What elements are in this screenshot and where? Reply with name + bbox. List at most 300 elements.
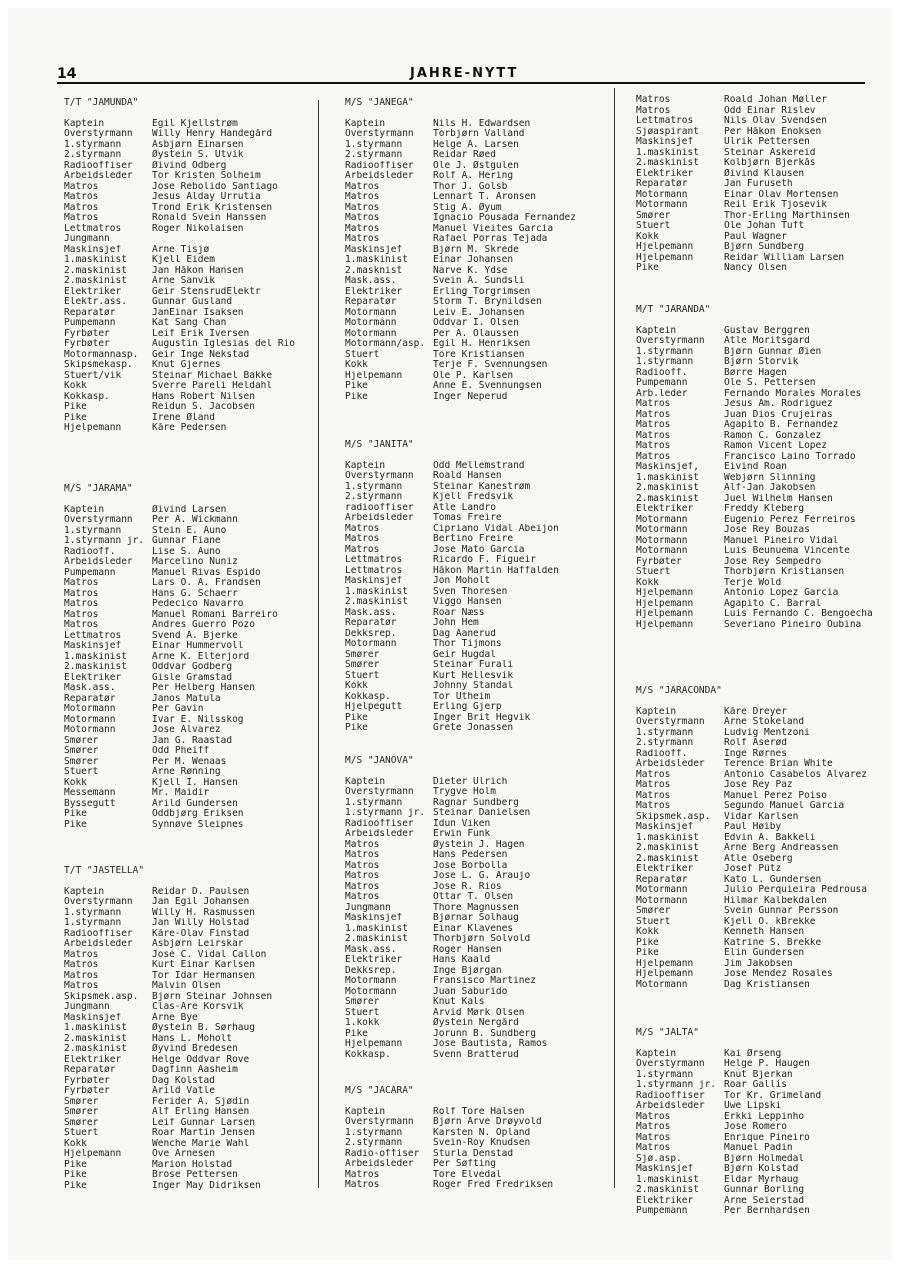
crew-role: Overstyrmann [636,336,705,346]
crew-row [345,639,605,650]
crew-row [636,948,884,959]
crew-role: Hjelpemann [636,588,694,598]
crew-row [64,526,304,537]
crew-name: Øystein J. Hagen [433,839,525,850]
crew-name: Hans G. Schaerr [152,588,238,599]
crew-role: Elektriker [636,864,694,874]
crew-name: Jose Borbolla [433,860,508,871]
header-rule [57,82,865,84]
crew-name: Antonio Lopez Garcia [724,588,839,598]
crew-name: Thor J. Golsb [433,181,508,192]
crew-role: Stuert [64,1128,99,1138]
crew-name: Arne Stokeland [724,717,805,727]
crew-row [64,1044,304,1055]
crew-name: Egil Kjellstrøm [152,118,238,129]
crew-row [636,749,884,760]
crew-role: Matros [345,523,380,534]
crew-name: Trond Erik Kristensen [152,202,273,213]
crew-row [636,1196,884,1207]
crew-role: Skipsmek.asp. [64,991,139,1002]
crew-name: Marion Holstad [152,1159,233,1170]
crew-row [636,1122,884,1133]
crew-role: Jungmann [345,902,391,913]
crew-role: Pumpemann [636,378,688,388]
crew-name: Steinar Furali [433,660,514,670]
ship-name: T/T "JASTELLA" [64,865,145,876]
crew-name: Agapito C. Barral [724,598,822,609]
crew-role: Motormann [636,535,688,546]
crew-name: Kato L. Gundersen [724,874,822,885]
ship-crew-list [636,305,884,630]
crew-role: Overstyrmann [636,1059,705,1069]
crew-row [636,822,884,833]
crew-row [345,339,605,350]
crew-role: Maskinsjef [636,822,694,832]
crew-name: Jan G. Raastad [152,735,233,746]
crew-name: Narve K. Ydse [433,265,508,276]
crew-role: Motormann [345,986,397,997]
crew-name: Jose R. Rios [433,881,502,892]
crew-row [345,1039,605,1050]
crew-row [345,681,605,692]
crew-name: Jose Rey Sempedro [724,556,822,567]
crew-name: Segundo Manuel Garcia [724,801,845,811]
crew-role: Kaptein [345,460,386,471]
crew-name: Oddbjørg Eriksen [152,809,244,819]
crew-row [636,812,884,823]
ship-name: T/T "JAMUNDA" [64,97,139,108]
crew-name: Manuel Rivas Espido [152,567,261,578]
crew-row [64,547,304,558]
crew-row [345,245,605,256]
crew-row [636,1185,884,1196]
crew-role: Arbeidsleder [345,829,414,839]
crew-name: Kjell I. Hansen [152,777,238,788]
crew-row [636,232,884,243]
crew-role: Maskinsjef [345,576,403,586]
crew-row [345,1180,605,1191]
ship-crew-list [636,1028,884,1217]
crew-name: JanEinar Isaksen [152,307,244,318]
crew-name: Willy H. Rasmussen [152,907,255,918]
crew-row [64,767,304,778]
crew-row [345,224,605,235]
crew-row [345,213,605,224]
ship-crew-list [345,440,605,734]
crew-row [636,959,884,970]
crew-role: 2.styrmann [345,150,403,160]
crew-row [345,545,605,556]
crew-row [636,557,884,568]
crew-role: Skipsmekasp. [64,360,133,370]
crew-role: Skipsmek.asp. [636,811,711,822]
crew-role: Maskinsjef [64,1012,122,1023]
crew-name: Ulrik Pettersen [724,137,810,147]
crew-role: 2.styrmann [64,150,122,160]
crew-role: Mask.ass. [345,276,397,286]
crew-row [345,1138,605,1149]
crew-name: Reidar D. Paulsen [152,886,250,897]
crew-row [636,875,884,886]
crew-role: Byssegutt [64,798,116,809]
crew-name: Gunnar Fiane [152,536,221,546]
crew-name: Jose Rebolido Santiago [152,181,278,192]
crew-row [345,798,605,809]
crew-name: Roger Nikolaisen [152,223,244,234]
crew-row [345,861,605,872]
crew-role: Stuert [345,1007,380,1018]
crew-name: Terje F. Svennungsen [433,360,548,370]
crew-role: 1.maskinist [636,472,699,483]
crew-role: Smører [345,660,380,670]
crew-name: Kat Sang Chan [152,318,227,328]
crew-role: Radiooff. [636,748,688,759]
crew-row [64,255,304,266]
crew-row [636,431,884,442]
crew-name: Irene Øland [152,412,215,423]
crew-row [64,694,304,705]
crew-name: Cipriano Vidal Abeijon [433,523,559,534]
crew-name: Bjørn Sundberg [724,242,805,252]
crew-name: Ignacio Pousada Fernandez [433,213,576,223]
crew-row [636,494,884,505]
crew-name: Tore Kristiansen [433,349,525,360]
crew-row [345,329,605,340]
crew-role: Matros [636,105,671,116]
crew-name: Øivind Odberg [152,160,227,171]
crew-name: Roger Fred Fredriksen [433,1180,554,1190]
crew-role: 1.maskinist [345,255,408,265]
crew-row [636,410,884,421]
crew-name: Juan Saburido [433,986,508,997]
crew-name: Dag Kristiansen [724,979,810,990]
crew-row [636,127,884,138]
crew-row [64,631,304,642]
crew-role: Kokk [636,231,659,242]
crew-role: Mask.ass. [345,607,397,618]
ship-name: M/S "JANOVA" [345,755,414,766]
crew-role: Kokkasp. [345,691,391,702]
crew-name: Storm T. Brynildsen [433,297,542,307]
crew-row [64,192,304,203]
crew-row [64,339,304,350]
crew-role: Elektriker [636,504,694,514]
crew-row [64,371,304,382]
crew-role: Overstyrmann [345,1117,414,1127]
crew-row [345,1008,605,1019]
crew-row [636,263,884,274]
crew-role: Smører [64,1117,99,1128]
column-divider [614,88,615,1188]
crew-row [345,723,605,734]
crew-role: Radiooff. [64,546,116,557]
ship-crew-list [64,866,304,1191]
crew-name: Freddy Kleberg [724,504,805,514]
crew-role: Matros [636,769,671,780]
crew-role: Motormann [636,546,688,556]
crew-name: Geir Inge Nekstad [152,349,250,360]
crew-role: Hjelpemann [636,958,694,969]
crew-row [64,939,304,950]
crew-role: 1.maskinist [636,1174,699,1185]
ship-name: M/S "JANITA" [345,439,414,450]
crew-role: Messemann [64,788,116,798]
crew-row [636,368,884,379]
crew-name: Anne E. Svennungsen [433,381,542,391]
crew-name: Clas-Are Korsvik [152,1002,244,1012]
crew-name: Gustav Berggren [724,325,810,336]
crew-role: 2.maskinist [636,483,699,493]
crew-name: Odd Pheiff [152,746,210,756]
crew-name: Sverre Pareli Heldahl [152,381,273,391]
crew-role: Motormann [64,725,116,735]
crew-role: Pike [64,402,87,412]
ship-crew-list [345,756,605,1060]
crew-name: Kurt Hellesvik [433,670,514,681]
crew-role: 2.styrmann [345,492,403,502]
crew-row [345,1170,605,1181]
crew-name: Steinar Michael Bakke [152,370,273,381]
crew-name: Kåre Dreyer [724,706,787,717]
crew-role: Elektriker [64,672,122,683]
crew-name: Inge Rørnes [724,748,787,759]
crew-name: Augustin Iglesias del Rio [152,339,295,349]
crew-row [636,389,884,400]
crew-role: Motormann [636,200,688,210]
crew-name: Per Gavin [152,704,204,714]
crew-role: Kaptein [345,1106,386,1117]
crew-role: Hjelpemann [636,252,694,263]
crew-name: Reidar William Larsen [724,252,845,263]
crew-row [64,788,304,799]
crew-role: Elektriker [636,1195,694,1206]
crew-row [636,179,884,190]
crew-row [64,1139,304,1150]
crew-name: Per Bernhardsen [724,1206,810,1216]
crew-name: Terje Wold [724,577,782,588]
crew-role: Motormann [64,714,116,725]
crew-row [636,1112,884,1123]
crew-name: Severiano Pineiro Oubina [724,619,862,630]
crew-name: Luis Fernando C. Bengoecha [724,609,873,619]
crew-role: Overstyrmann [636,717,705,727]
crew-role: 2.masknist [345,265,403,276]
crew-row [64,1002,304,1013]
crew-row [345,308,605,319]
crew-role: Pumpemann [64,318,116,328]
crew-name: Lars O. A. Frandsen [152,578,261,588]
crew-row [64,1181,304,1192]
crew-role: Motormann [345,307,397,318]
crew-row [345,1050,605,1061]
crew-row [345,903,605,914]
crew-role: 1.styrmann jr. [64,536,145,546]
crew-name: Erling Torgrimsen [433,286,531,297]
crew-name: Arild Vatle [152,1086,215,1096]
crew-row [636,546,884,557]
journal-title: JAHRE-NYTT [410,66,519,81]
crew-role: 2.maskinist [636,853,699,864]
crew-name: Jan Willy Holstad [152,918,250,928]
crew-row [636,116,884,127]
crew-row [345,660,605,671]
crew-name: Hans Pedersen [433,850,508,860]
crew-row [345,492,605,503]
crew-row [636,1133,884,1144]
crew-row [636,462,884,473]
crew-row [64,568,304,579]
crew-name: Reidar Røed [433,150,496,160]
crew-role: Radiooffiser [64,928,133,939]
crew-role: Pike [64,809,87,819]
crew-role: Kokk [345,681,368,691]
crew-role: Overstyrmann [64,129,133,139]
crew-role: 1.styrmann [636,727,694,738]
crew-row [345,255,605,266]
crew-row [636,515,884,526]
crew-name: Dagfinn Aasheim [152,1065,238,1075]
crew-name: Luis Beunuema Vincente [724,546,850,556]
crew-name: Steinar Danielsen [433,808,531,818]
crew-name: Tore Elvedal [433,1169,502,1180]
crew-role: Maskinsjef [636,137,694,147]
crew-role: Matros [64,213,99,223]
crew-name: Bjørn Arve Drøyvold [433,1117,542,1127]
crew-row [64,224,304,235]
crew-name: Einar Johansen [433,255,514,265]
crew-row [636,1154,884,1165]
crew-row [64,1118,304,1129]
crew-role: Arbeidsleder [636,1101,705,1111]
crew-role: Matros [64,620,99,630]
crew-row [64,1128,304,1139]
crew-name: Øivind Larsen [152,504,227,515]
crew-name: Jim Jakobsen [724,958,793,969]
crew-row [345,966,605,977]
crew-name: Helge P. Haugen [724,1059,810,1069]
crew-row [345,787,605,798]
crew-name: Erkki Leppinho [724,1111,805,1122]
crew-row [64,392,304,403]
crew-role: Pike [64,1159,87,1170]
crew-row [636,843,884,854]
crew-role: Arbeidsleder [64,557,133,567]
crew-role: Motormann [345,318,397,328]
crew-row [345,1107,605,1118]
crew-name: Manuel Padin [724,1143,793,1153]
crew-role: Kokkasp. [64,391,110,402]
crew-role: 1.styrmann [636,346,694,357]
crew-role: Overstyrmann [64,515,133,525]
crew-name: Per A. Wickmann [152,515,238,525]
crew-name: Arne Berg Andreassen [724,843,839,853]
crew-role: Matros [64,578,99,588]
crew-role: Hjelpemann [345,1039,403,1049]
crew-row [64,1023,304,1034]
crew-role: Matros [636,1132,671,1143]
crew-row [64,1097,304,1108]
crew-row [636,588,884,599]
crew-name: Edvin A. Bakkeli [724,832,816,843]
crew-role: Matros [636,420,671,430]
crew-role: Pike [345,712,368,723]
crew-name: Kåre Pedersen [152,423,227,433]
crew-name: Lise S. Auno [152,546,221,557]
crew-row [345,276,605,287]
crew-role: Fyrbøter [64,1086,110,1096]
crew-row [64,297,304,308]
crew-role: Kokk [64,381,87,391]
crew-role: Pumpemann [636,1206,688,1216]
crew-role: Fyrbøter [64,328,110,339]
crew-role: Kaptein [64,118,105,129]
crew-role: Motormann [345,639,397,649]
crew-name: Johnny Standal [433,681,514,691]
crew-name: Helge Oddvar Rove [152,1054,250,1065]
crew-role: Arbeidsleder [345,1159,414,1169]
crew-role: Elektriker [345,286,403,297]
crew-row [636,452,884,463]
crew-name: Per Helberg Hansen [152,683,255,693]
crew-role: Reparatør [64,1065,116,1075]
crew-role: Radiooffiser [64,160,133,171]
crew-role: Reparatør [636,874,688,885]
crew-role: 2.maskinist [636,843,699,853]
crew-role: Matros [636,780,671,790]
crew-name: Stein E. Auno [152,525,227,536]
crew-name: Per Håkon Enoksen [724,126,822,137]
crew-role: Matros [345,202,380,213]
crew-name: Jose Alvarez [152,725,221,735]
crew-row [345,482,605,493]
crew-name: Viggo Hansen [433,597,502,607]
crew-name: Kurt Einar Karlsen [152,960,255,970]
crew-name: Nils Olav Svendsen [724,116,827,126]
crew-row [636,221,884,232]
crew-row [64,620,304,631]
crew-role: Sjø.asp. [636,1153,682,1164]
crew-row [345,997,605,1008]
crew-role: Motormann [345,976,397,986]
crew-row [636,609,884,620]
crew-row [64,182,304,193]
crew-row [636,347,884,358]
crew-role: Lettmatros [345,555,403,565]
crew-role: Matros [345,223,380,234]
crew-role: Matros [345,544,380,555]
crew-role: Elektr.ass. [64,297,127,307]
crew-name: Ole Johan Tuft [724,221,805,231]
crew-row [345,1128,605,1139]
crew-role: Smører [64,735,99,746]
crew-row [64,610,304,621]
crew-role: Hjelpegutt [345,702,403,712]
crew-row [636,536,884,547]
crew-name: Sven Thoresen [433,586,508,597]
crew-role: Hjelpemann [64,1149,122,1159]
crew-row [636,211,884,222]
crew-name: Erling Gjerp [433,702,502,712]
crew-row [636,1164,884,1175]
crew-row [64,1013,304,1024]
crew-name: Bjørn Gunnar Øien [724,346,822,357]
crew-name: Øystein Nergård [433,1018,519,1028]
crew-name: Thor Tijmons [433,639,502,649]
crew-role: 1.styrmann [345,139,403,150]
crew-name: Jorunn B. Sundberg [433,1028,536,1039]
crew-role: Dekksrep. [345,965,397,976]
crew-role: 1.styrmann [345,797,403,808]
